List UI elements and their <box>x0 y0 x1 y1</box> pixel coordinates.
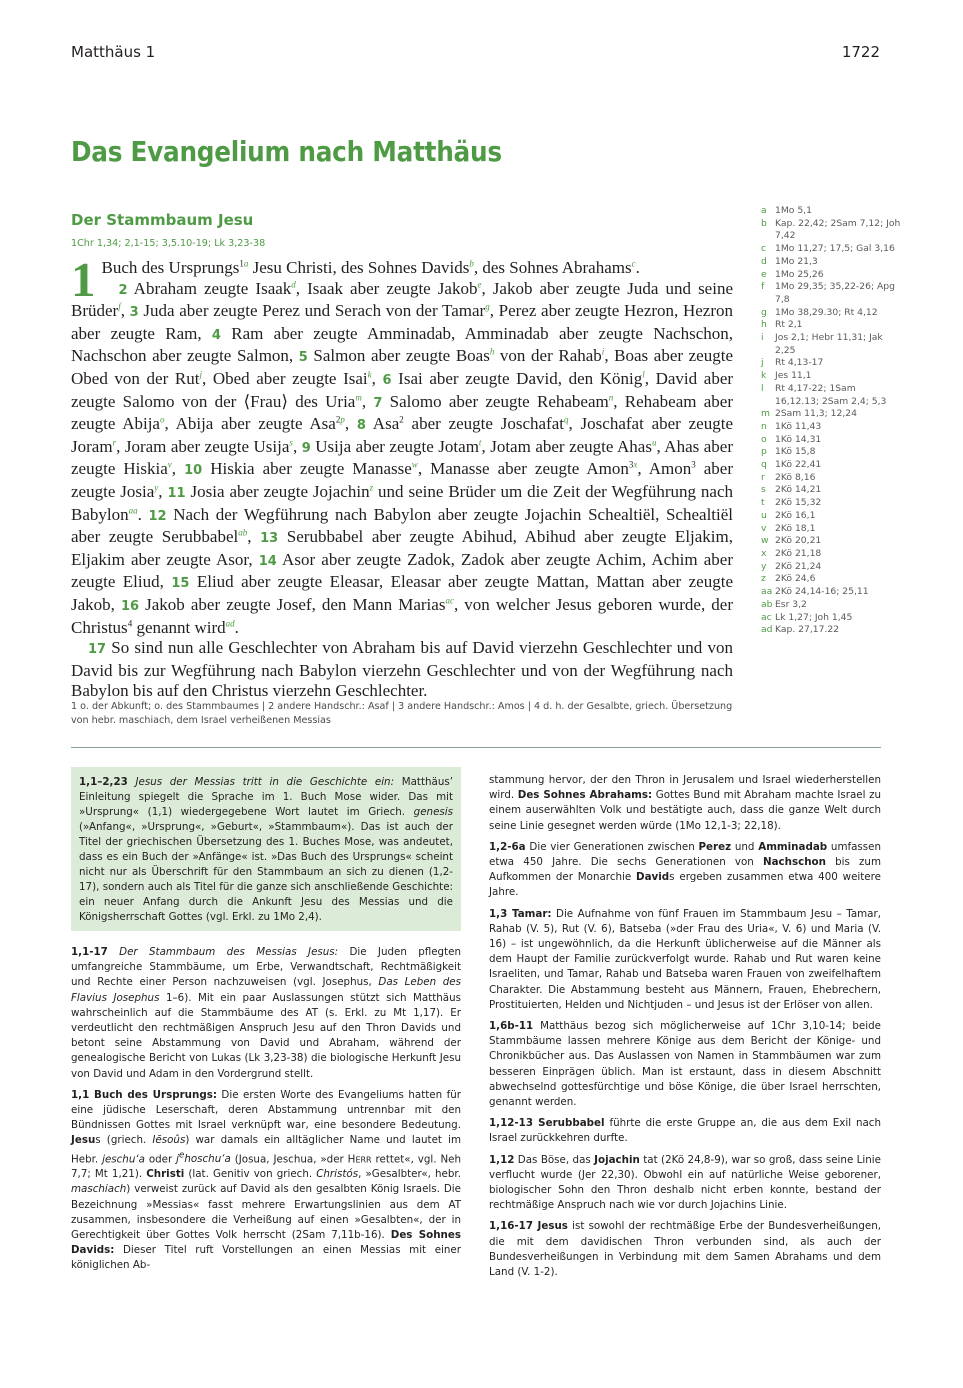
cross-reference-letter: c <box>761 243 767 255</box>
cross-reference-text: 2Kö 21,24 <box>775 560 822 572</box>
cross-reference-letter: h <box>761 319 767 331</box>
cross-reference-letter: ac <box>761 611 772 623</box>
cross-reference-entry <box>761 421 901 434</box>
cross-reference-letter: b <box>761 217 767 229</box>
cross-reference-text: 2Kö 24,6 <box>775 573 816 585</box>
cross-reference-text: 1Kö 15,8 <box>775 446 816 458</box>
cross-reference-letter: p <box>761 446 767 458</box>
cross-reference-text: 1Kö 22,41 <box>775 459 822 471</box>
cross-reference-letter: o <box>761 433 767 445</box>
chapter-number: 1 <box>71 252 96 307</box>
cross-reference-entry <box>761 307 901 320</box>
cross-reference-letter: q <box>761 459 767 471</box>
cross-reference-text: 2Sam 11,3; 12,24 <box>775 408 857 420</box>
cross-reference-entry <box>761 269 901 282</box>
cross-reference-letter: ad <box>761 624 773 636</box>
cross-reference-text: 1Mo 11,27; 17,5; Gal 3,16 <box>775 243 895 255</box>
cross-reference-entry <box>761 535 901 548</box>
commentary-note: 1,3 Tamar: Die Aufnahme von fünf Frauen im Stammbaum Jesu – Tamar, Rahab (V. 5), Rut (V. 6), Batseba (»der Frau des Uria«, V. 6) und Maria (V. 16) – ist ungewöhnlich, da die Herkunft üblicherweise auf die Männer als dem Haupt der Familie zurückverfolgt wurde. Rahab und Rut waren keine Israeliten, und Tamar, Rahab und Batseba waren Frauen von zweifelhaftem Charakter. Die Abstammung besteht aus Männern, Frauen, Ehebrechern, Prostituierten, Helden und Nichtjuden – und Jesus ist der Erlöser von allen. <box>489 907 882 1011</box>
page-number: 1722 <box>841 43 880 61</box>
cross-reference-text: Jos 2,1; Hebr 11,31; Jak 2,25 <box>775 332 883 356</box>
cross-reference-entry <box>761 357 901 370</box>
cross-reference-letter: r <box>761 471 765 483</box>
cross-reference-entry <box>761 434 901 447</box>
commentary-note: 1,1 Buch des Ursprungs: Die ersten Worte des Evangeliums hatten für eine jüdische Leserschaft, deren Abstammung untrennbar mit den Bündnissen Gottes mit Israel verknüpft war, eine besondere Bedeutung. Jesus (griech. Iēsoûs) war damals ein alltäglicher Name und lautet im Hebr. jeschu‘a oder $j^ehoschu‘a$ (Josua, Jeschua, »der HERR rettet«, vgl. Neh 7,7; Mt 1,21). Christi (lat. Genitiv von griech. Christós, »Gesalbter«, hebr. maschiach) verweist zurück auf David als den gesalbten König Israels. Die Bezeichnung »Messias« fasst mehrere Erwartungslinien aus dem AT zusammen, insbesondere die Verheißung auf einen »Gesalbten«, der in Gerechtigkeit über Gottes Volk herrscht (2Sam 7,11b-16). Des Sohnes Davids: Dieser Titel ruft Vorstellungen an einen Messias mit einer königlichen Ab- <box>71 1088 462 1272</box>
footnotes: 1 o. der Abkunft; o. des Stammbaumes | 2 andere Handschr.: Asaf | 3 andere Handschr.: Amos | 4 d. h. der Gesalbte, griech. Übersetzung von hebr. maschiach, dem Israel verheißenen Messias <box>71 701 733 726</box>
cross-reference-entry <box>761 459 901 472</box>
cross-reference-entry <box>761 256 901 269</box>
cross-reference-letter: u <box>761 509 767 521</box>
cross-reference-text: Rt 4,17-22; 1Sam 16,12.13; 2Sam 2,4; 5,3 <box>775 382 887 407</box>
verse-paragraph: 17 So sind nun alle Geschlechter von Abraham bis auf David vierzehn Geschlechter und von David bis zur Wegführung nach Babylon vierzehn Geschlechter und von der Wegführung nach Babylon bis auf den Christus vierzehn Geschlechter. <box>71 638 733 701</box>
cross-reference-entry <box>761 319 901 332</box>
cross-reference-letter: z <box>761 573 766 585</box>
cross-reference-letter: s <box>761 484 766 496</box>
cross-reference-entry <box>761 370 901 383</box>
running-header-book: Matthäus 1 <box>71 43 156 61</box>
commentary-note: 1,1-17 Der Stammbaum des Messias Jesus: Die Juden pflegten umfangreiche Stammbäume, um Erbe, Verwandtschaft, Rechtmäßigkeit und Rechte einer Person nachzuweisen (vgl. Josephus, Das Leben des Flavius Josephus 1–6). Mit ein paar Auslassungen stützt sich Matthäus wahrscheinlich auf die Stammbäume des AT (s. Erkl. zu Mt 1,17). Er verdeutlicht den rechtmäßigen Anspruch Jesu auf den Thron Davids und betont seine Abstammung von David und Abraham, während der genealogische Bericht von Lukas (Lk 3,23-38) die biologische Herkunft Jesu von David und Adam in den Vordergrund stellt. <box>71 946 462 1080</box>
cross-reference-text: 2Kö 24,14-16; 25,11 <box>775 586 869 598</box>
cross-reference-entry <box>761 446 901 459</box>
commentary-right-column <box>489 773 881 1286</box>
cross-reference-text: Rt 4,13-17 <box>775 357 824 369</box>
cross-reference-letter: g <box>761 306 767 318</box>
cross-reference-letter: n <box>761 420 767 432</box>
cross-reference-entry <box>761 281 901 306</box>
cross-reference-text: Esr 3,2 <box>775 598 807 610</box>
cross-reference-letter: y <box>761 560 767 572</box>
cross-reference-entry <box>761 332 901 357</box>
cross-reference-letter: e <box>761 268 767 280</box>
commentary-left-column <box>71 767 461 1280</box>
bible-text <box>71 252 734 702</box>
cross-reference-text: 1Kö 11,43 <box>775 420 822 432</box>
cross-reference-letter: d <box>761 255 767 267</box>
cross-reference-text: Kap. 22,42; 2Sam 7,12; Joh 7,42 <box>775 217 901 242</box>
cross-reference-text: Jes 11,1 <box>775 370 812 382</box>
cross-reference-entry <box>761 523 901 536</box>
cross-reference-text: 2Kö 15,32 <box>775 497 822 509</box>
cross-reference-text: 2Kö 20,21 <box>775 535 822 547</box>
cross-reference-letter: t <box>761 497 765 509</box>
cross-reference-text: 2Kö 14,21 <box>775 484 822 496</box>
cross-reference-letter: ab <box>761 598 773 610</box>
cross-reference-text: 1Mo 38,29.30; Rt 4,12 <box>775 306 878 318</box>
cross-reference-text: 2Kö 8,16 <box>775 471 816 483</box>
cross-reference-text: 1Kö 14,31 <box>775 433 822 445</box>
verse-paragraph: 2 Abraham zeugte Isaak$^d$, Isaak aber zeugte Jakob$^e$, Jakob aber zeugte Juda und seine Brüder$^f$, 3 Juda aber zeugte Perez und Serach von der Tamar$^g$, Perez aber zeugte Hezron, Hezron aber zeugte Ram, 4 Ram aber zeugte Amminadab, Amminadab aber zeugte Nachschon, Nachschon aber zeugte Salmon, 5 Salmon aber zeugte Boas$^h$ von der Rahab$^i$, Boas aber zeugte Obed von der Rut$^j$, Obed aber zeugte Isai$^k$, 6 Isai aber zeugte David, den König$^l$, David aber zeugte Salomo von der ⟨Frau⟩ des Uria$^m$, 7 Salomo aber zeugte Rehabeam$^n$, Rehabeam aber zeugte Abija$^o$, Abija aber zeugte Asa$^{2p}$, 8 Asa$^2$ aber zeugte Joschafat$^q$, Joschafat aber zeugte Joram$^r$, Joram aber zeugte Usija$^s$, 9 Usija aber zeugte Jotam$^t$, Jotam aber zeugte Ahas$^u$, Ahas aber zeugte Hiskia$^v$, 10 Hiskia aber zeugte Manasse$^w$, Manasse aber zeugte Amon$^{3x}$, Amon$^3$ aber zeugte Josia$^y$, 11 Josia aber zeugte Jojachin$^z$ und seine Brüder um die Zeit der Wegführung nach Babylon$^{aa}$. 12 Nach der Wegführung nach Babylon aber zeugte Jojachin Schealtiël, Schealtiël aber zeugte Serubbabel$^{ab}$, 13 Serubbabel aber zeugte Abihud, Abihud aber zeugte Eljakim, Eljakim aber zeugte Asor, 14 Asor aber zeugte Zadok, Zadok aber zeugte Achim, Achim aber zeugte Eliud, 15 Eliud aber zeugte Eleasar, Eleasar aber zeugte Mattan, Mattan aber zeugte Jakob, 16 Jakob aber zeugte Josef, den Mann Marias$^{ac}$, von welcher Jesus geboren wurde, der Christus$^4$ genannt wird$^{ad}$. <box>71 278 734 637</box>
cross-reference-letter: i <box>761 332 764 344</box>
cross-reference-letter: v <box>761 522 767 534</box>
commentary-note: 1,6b-11 Matthäus bezog sich möglicherweise auf 1Chr 3,10-14; beide Stammbäume lassen mehrere Könige aus dem Bericht der Könige- und Chronikbücher aus. Das Auslassen von Namen in Stammbäumen war zum besseren Einprägen üblich. Man ist erstaunt, dass in diesem Abschnitt abwechselnd gottesfürchtige und böse Könige, die über Israel herrschten, genannt werden. <box>489 1020 881 1109</box>
cross-reference-text: Kap. 27,17.22 <box>775 624 840 636</box>
cross-reference-entry <box>761 599 901 612</box>
commentary-note: 1,16-17 Jesus ist sowohl der rechtmäßige Erbe der Bundesverheißungen, die mit dem davidischen Thron verbunden sind, als auch der Bundesverheißungen in Verbindung mit dem Samen Abrahams und dem Land (V. 1-2). <box>489 1220 882 1279</box>
cross-reference-entry <box>761 383 901 408</box>
cross-reference-entry <box>761 573 901 586</box>
cross-reference-letter: aa <box>761 586 773 598</box>
cross-reference-entry <box>761 205 901 218</box>
cross-reference-text: Rt 2,1 <box>775 319 803 331</box>
commentary-note: 1,2-6a Die vier Generationen zwischen Perez und Amminadab umfassen etwa 450 Jahre. Die sechs Generationen von Nachschon bis zum Aufkommen der Monarchie Davids ergeben zusammen etwa 400 weitere Jahre. <box>489 840 881 899</box>
commentary-highlight-box: 1,1–2,23 Jesus der Messias tritt in die Geschichte ein: Matthäus’ Einleitung spiegelt die Sprache im 1. Buch Mose wider. Das mit »Ursprung« (1,1) wiedergegebene Wort lautet im Griech. genesis (»Anfang«, »Ursprung«, »Geburt«, »Stammbaum«). Das ist auch der Titel der griechischen Übersetzung des 1. Buches Mose, was andeutet, dass es ein Buch der »Anfänge« ist. »Das Buch des Ursprungs« scheint nicht nur als Überschrift für den Stammbaum an sich zu dienen (1,2-17), sondern auch als Titel für die ganze sich anschließende Geschichte: ein neuer Anfang durch die Ankunft Jesu des Messias und die Königsherrschaft Gottes (vgl. Erkl. zu 1Mo 2,4). <box>71 767 461 931</box>
cross-reference-entry <box>761 497 901 510</box>
cross-reference-text: 2Kö 21,18 <box>775 547 822 559</box>
cross-reference-letter: j <box>761 357 764 369</box>
cross-reference-letter: x <box>761 547 767 559</box>
cross-reference-text: 1Mo 21,3 <box>775 255 818 267</box>
commentary-note: stammung hervor, der den Thron in Jerusalem und Israel wiederherstellen wird. Des Sohnes Abrahams: Gottes Bund mit Abraham machte Israel zu einem auserwählten Volk und bestätigte auch, dass die ganze Welt durch seine Linie gesegnet werden würde (1Mo 12,1-3; 22,18). <box>489 774 882 832</box>
cross-reference-text: 2Kö 16,1 <box>775 509 816 521</box>
commentary-note: 1,12 Das Böse, das Jojachin tat (2Kö 24,8-9), war so groß, dass seine Linie verflucht wurde (Jer 22,30). Obwohl ein auf natürliche Weise geborener, biologischer Sohn den Thron deshalb nicht erben konnte, bestand der rechtmäßige Anspruch nach wie vor durch Jojachins Linie. <box>489 1153 881 1212</box>
cross-reference-entry <box>761 218 901 243</box>
cross-reference-entry <box>761 624 901 637</box>
cross-reference-letter: w <box>761 535 769 547</box>
book-title: Das Evangelium nach Matthäus <box>71 136 502 168</box>
cross-reference-text: 1Mo 29,35; 35,22-26; Apg 7,8 <box>775 281 895 305</box>
cross-reference-letter: a <box>761 205 767 216</box>
cross-reference-letter: m <box>761 408 770 420</box>
cross-reference-entry <box>761 561 901 574</box>
cross-reference-text: Lk 1,27; Joh 1,45 <box>775 611 853 623</box>
cross-reference-entry <box>761 548 901 561</box>
cross-reference-entry <box>761 586 901 599</box>
cross-reference-entry <box>761 408 901 421</box>
cross-reference-text: 2Kö 18,1 <box>775 522 816 534</box>
commentary-note: 1,12-13 Serubbabel führte die erste Gruppe an, die aus dem Exil nach Israel zurückkehren durfte. <box>489 1117 881 1145</box>
parallel-references: 1Chr 1,34; 2,1-15; 3,5.10-19; Lk 3,23-38 <box>71 238 266 249</box>
section-heading: Der Stammbaum Jesu <box>71 211 254 229</box>
cross-reference-entry <box>761 612 901 625</box>
cross-reference-entry <box>761 243 901 256</box>
cross-reference-entry <box>761 510 901 523</box>
divider-line <box>71 747 881 748</box>
verse-paragraph: Buch des Ursprungs$^{1a}$ Jesu Christi, des Sohnes Davids$^b$, des Sohnes Abrahams$^c$. <box>101 258 640 277</box>
cross-reference-text: 1Mo 25,26 <box>775 268 824 280</box>
cross-reference-text: 1Mo 5,1 <box>775 205 812 216</box>
cross-reference-column <box>761 205 901 637</box>
cross-reference-entry <box>761 484 901 497</box>
cross-reference-entry <box>761 472 901 485</box>
cross-reference-letter: f <box>761 281 765 293</box>
cross-reference-letter: k <box>761 370 767 382</box>
cross-reference-letter: l <box>761 382 764 394</box>
